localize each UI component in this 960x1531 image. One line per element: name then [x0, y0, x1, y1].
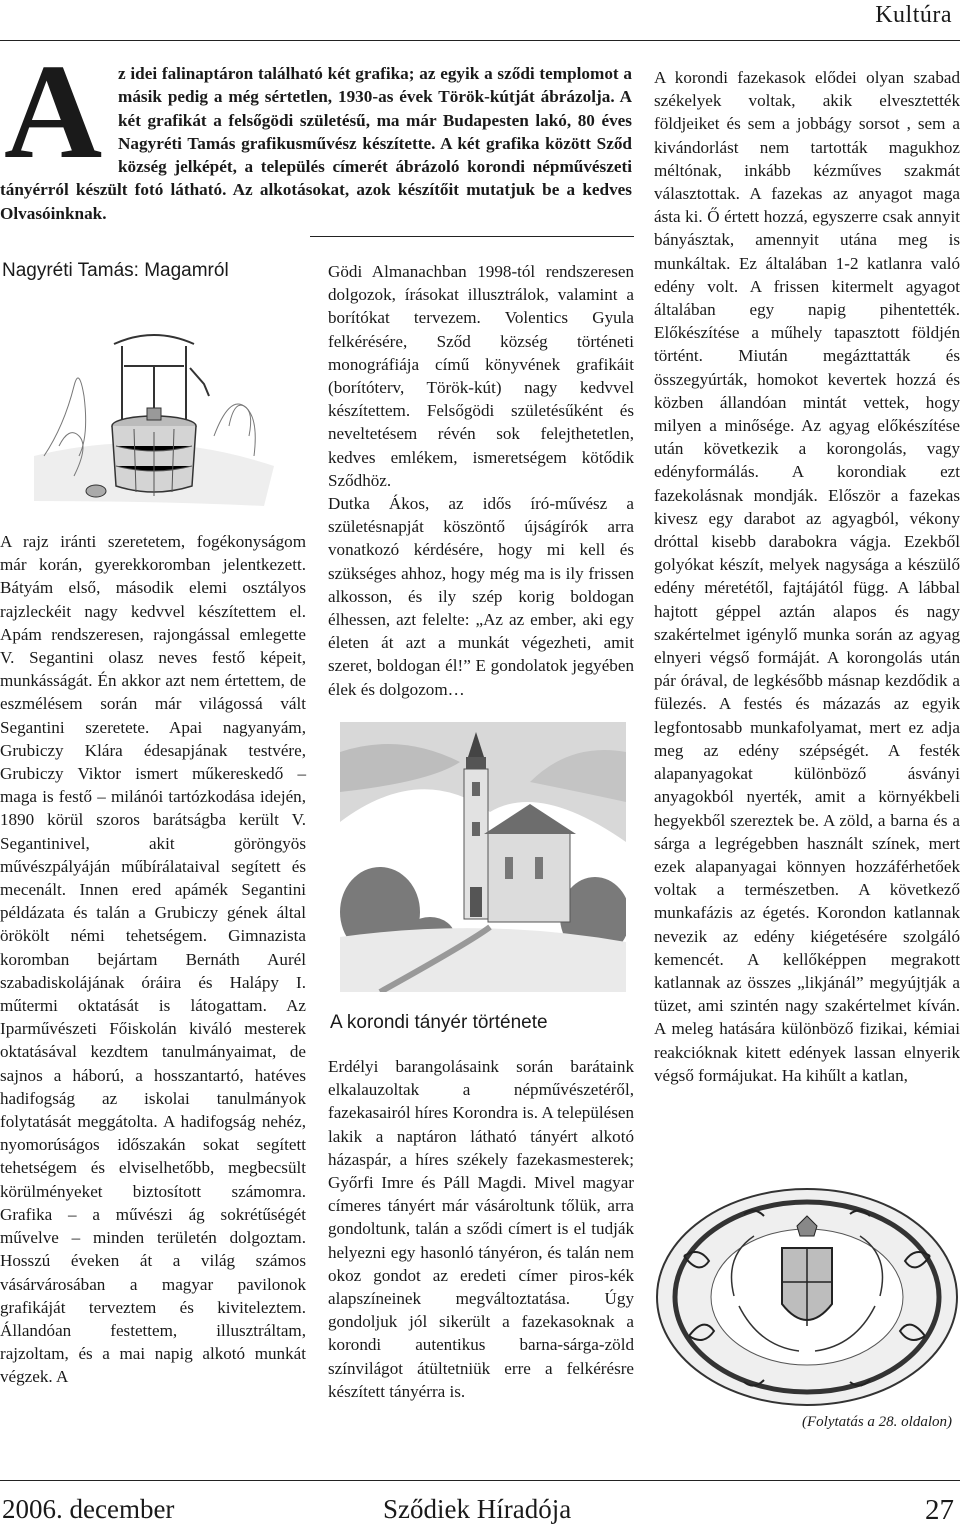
column-2-bottom — [328, 1055, 634, 1403]
intro-text: z idei falinaptáron található két grafika; az egyik a sződi templomot a másik pedig a még sértetlen, 1930-as évek Török-kútját ábrázolja. A két grafikát a felsőgödi születésű, ma már Budapesten lakó, 80 éves Nagyréti Tamás grafikusművész készítette. A két grafika között Sződ község jelképét, a település címerét ábrázoló korondi népművészeti tányérról készült fotó látható. Az alkotásokat, azok készítőit mutatjuk be a kedves Olvasóinknak. — [0, 64, 632, 223]
column-3 — [654, 66, 960, 1087]
column-2-top — [328, 260, 634, 701]
article2-body-col2: Erdélyi barangolásaink során barátaink elkalauzoltak a népművészetéről, fazekasairól híres Korondra is. A településen lakik a naptáron látható tányért alkotó házaspár, a híres székely fazekasmesterek; Győrfi Imre és Páll Magdi. Mivel magyar címeres tányért már vásároltunk tőlük, arra gondoltunk, talán a sződi címert is el tudják helyezni egy hasonló tányéron, és talán nem okoz gondot az eredeti címer piros-kék alapszíneinek megváltoztatása. Úgy gondoljuk jól sikerült a fazekasoknak a korondi autentikus barna-sárga-zöld színvilágot átültetniük erre a felkérésre készített tányérra is. — [328, 1057, 634, 1401]
continued-note: (Folytatás a 28. oldalon) — [802, 1414, 952, 1430]
intro-rule — [310, 236, 634, 237]
article-heading-nagyreti: Nagyréti Tamás: Magamról — [2, 260, 229, 281]
well-drawing — [4, 306, 304, 516]
article1-body-col2-quote: Dutka Ákos, az idős író-művész a születésnapját köszöntő újságírók arra vonatkozó kérdésére, hogy mi kell és szükséges ahhoz, hogy még ma is ily frissen alkosson, és ily szép korig boldogan élhessen, azt felelte: „Az az ember, aki egy életen át azt a munkát végezheti, amit szeret, boldogan él!” E gondolatok jegyében élek és dolgozom… — [328, 494, 634, 699]
drop-cap: A — [4, 37, 103, 187]
article2-body-col3: A korondi fazekasok elődei olyan szabad székelyek voltak, akik elvesztették földjeiket és sem a jobbágy sorsot , sem a kivándorlást nem tartották magukhoz méltónak, inkább kézműves szakmát választottak. A fazekas az anyagot maga ásta ki. Ő értett hozzá, egyszerre csak annyit bányásztak, amennyit utána meg is munkáltak. Ez általában 1-2 katlanra való edény volt. A frissen kitermelt agyagot általában egy napig pihentették. Előkészítése a műhely tapasztott földjén történt. Miután megázttatták és összegyúrták, homokot kevertek hozzá és közben állandóan mintát vettek, hogy milyen a minősége. Az agyag előkészítése után következik a korongolás, vagy edényformálás. A korondiak ezt fazekolásnak mondják. Először a fazekas kivesz egy darabot az agyagból, vékony dróttal kisebb darabokra vágja. Ezekből golyókat készít, melyek nagysága a készülő edény méretétől, fajtájától függ. A lábbal hajtott géppel aztán alapos és nagy szakértelmet igénylő munka során az agyag elnyeri végső formáját. A korongolás után pár órával, de legkésőbb másnap kezdődik a fülezés. A festés és mázazás az egyik legfontosabb munkafolyamat, mert ez adja meg az edény szépségét. A festék alapanyagokat különböző ásványi anyagokból nyerték, amit a környékbeli hegyekből szereztek be. A zöld, a barna és a sárga a legrégebben használt színek, mert ezek alapanyagai könnyen hozzáférhetőek voltak a természetben. A következő munkafázis az égetés. Korondon katlannak nevezik az edény kiégetésére szolgáló kemencét. A kellőképpen megrakott katlannak az összes „likjánál” megyújtják a tüzet, ami szintén nagy szakértelmet kíván. A meleg hatására különböző fizikai, kémiai reakcióknak kitett edények lassan elnyerik végső formájukat. Ha kihűlt a katlan, — [654, 68, 960, 1085]
column-1 — [0, 530, 306, 1389]
footer-publication: Sződiek Híradója — [383, 1494, 572, 1524]
church-painting — [340, 722, 626, 992]
header-rule — [0, 40, 960, 41]
footer-rule — [0, 1480, 960, 1481]
article1-body-col1: A rajz iránti szeretetem, fogékonyságom már korán, gyerekkoromban jelentkezett. Bátyám első, második elemi osztályos rajzleckéit nagy kedvvel készítettem el. Apám rendszeresen, rajongással emlegette V. Segantini olasz neves festő képeit, munkásságát. Én akkor azt nem értettem, de eszmélésem során már világossá vált Segantini szeretete. Apai nagyanyám, Grubiczy Klára édesapjának testvére, Grubiczy Viktor ismert műkereskedő – maga is festő – milánói tartózkodása idején, 1890 körül szoros barátságba került V. Segantinivel, akit göröngyös művészpályáján műbírálataival segített és mecenált. Innen ered apámék Segantini példázata és talán a Grubiczy gének által örökölt némi tehetségem. Gimnazista koromban bejártam Bernáth Aurél szabadiskolájának óráira és Halápy I. műtermi oktatását is látogattam. Az Iparművészeti Főiskolán kiváló mesterek oktatásával kezdtem tanulmányaimat, de sajnos a háború, a hosszantartó, hatéves hadifogság az iskolai tanulmányok folytatását meggátolta. A hadifogság nehéz, nyomorúságos időszakán sokat segített tehetségem és elviselhetőbb, megbecsült körülményeket biztosított számomra. Grafika – a művészi ág sokrétűségét művelve – minden területén dolgoztam. Hosszú éveken át a világ számos vásárvárosában a magyar pavilonok grafikáját terveztem és kiviteleztem. Állandóan festettem, illusztráltam, rajzoltam, és a mai napig alkotó munkát végzek. A — [0, 532, 306, 1387]
article1-body-col2: Gödi Almanachban 1998-tól rendszeresen dolgozok, írásokat illusztrálok, valamint a borítókat tervezem. Volentics Gyula felkérésére, Sződ község történeti monográfiája című könyvének grafikáit (borítóterv, Török-kút) nagy kedvvel készítettem. Felsőgödi születésűként és neveltetésem révén sok felejthetetlen, kedves emlékem, ismeretségem kötődik Sződhöz. — [328, 262, 634, 490]
korondi-plate-photo — [654, 1186, 960, 1408]
page-number: 27 — [925, 1494, 954, 1526]
section-label: Kultúra — [875, 2, 952, 28]
footer-date: 2006. december — [2, 1494, 175, 1524]
article-heading-korondi: A korondi tányér története — [330, 1012, 548, 1033]
intro-paragraph — [0, 62, 632, 225]
